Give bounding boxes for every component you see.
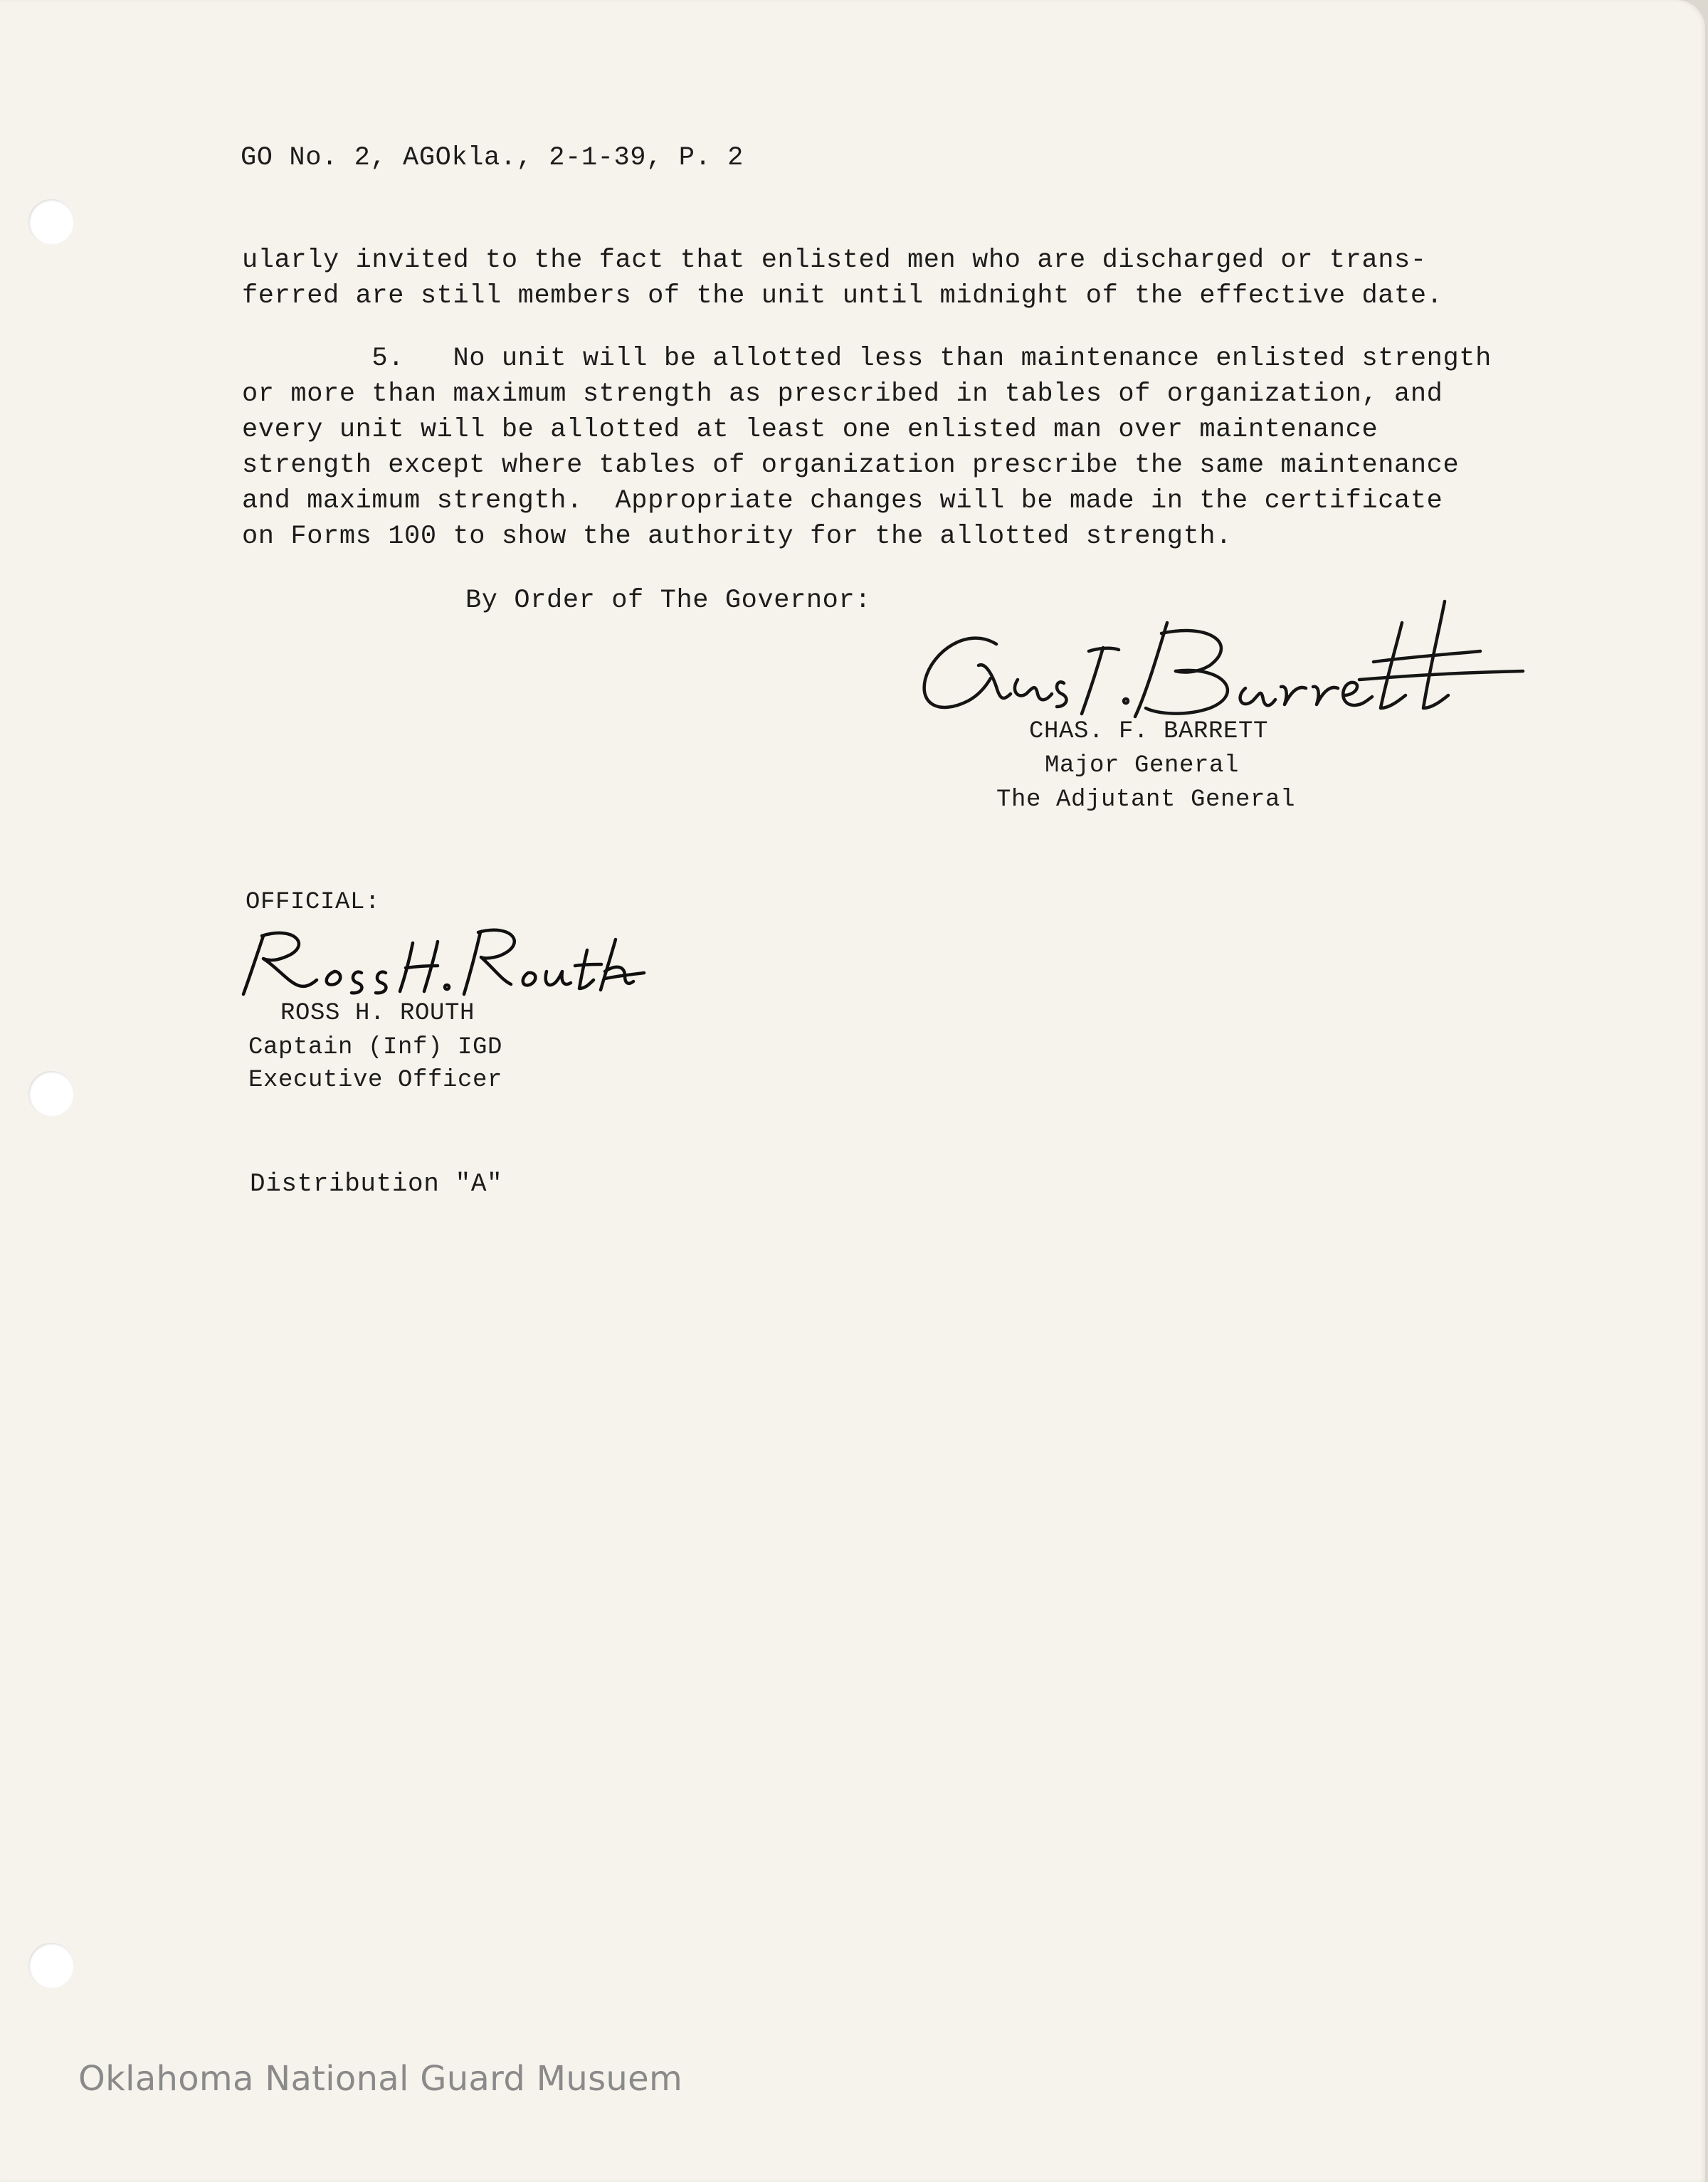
museum-watermark: Oklahoma National Guard Musuem: [78, 2059, 683, 2099]
binder-hole-middle: [28, 1071, 74, 1117]
body-line-7: and maximum strength. Appropriate changes will be made in the certificate: [242, 486, 1443, 516]
official-title: Executive Officer: [248, 1067, 503, 1094]
signatory-title: The Adjutant General: [996, 786, 1296, 813]
body-line-5: every unit will be allotted at least one enlisted man over maintenance: [242, 415, 1378, 445]
body-line-1: ularly invited to the fact that enlisted men who are discharged or trans-: [242, 246, 1427, 275]
body-line-3: 5. No unit will be allotted less than maintenance enlisted strength: [242, 344, 1492, 374]
official-label: OFFICIAL:: [246, 889, 381, 916]
distribution-line: Distribution "A": [250, 1169, 503, 1198]
signatory-name: CHAS. F. BARRETT: [1029, 718, 1269, 745]
body-line-2: ferred are still members of the unit until midnight of the effective date.: [242, 281, 1443, 311]
official-name: ROSS H. ROUTH: [280, 1000, 475, 1027]
official-rank: Captain (Inf) IGD: [248, 1034, 503, 1061]
signatory-rank: Major General: [1045, 752, 1240, 779]
closing-line: By Order of The Governor:: [465, 586, 872, 616]
body-line-6: strength except where tables of organization prescribe the same maintenance: [242, 450, 1460, 480]
binder-hole-top: [28, 199, 74, 245]
barrett-signature: [911, 594, 1537, 729]
body-line-4: or more than maximum strength as prescribed in tables of organization, and: [242, 379, 1443, 409]
binder-hole-bottom: [28, 1943, 74, 1988]
body-line-8: on Forms 100 to show the authority for the allotted strength.: [242, 522, 1233, 552]
page-header: GO No. 2, AGOkla., 2-1-39, P. 2: [241, 143, 744, 173]
routh-signature: [235, 915, 648, 1000]
